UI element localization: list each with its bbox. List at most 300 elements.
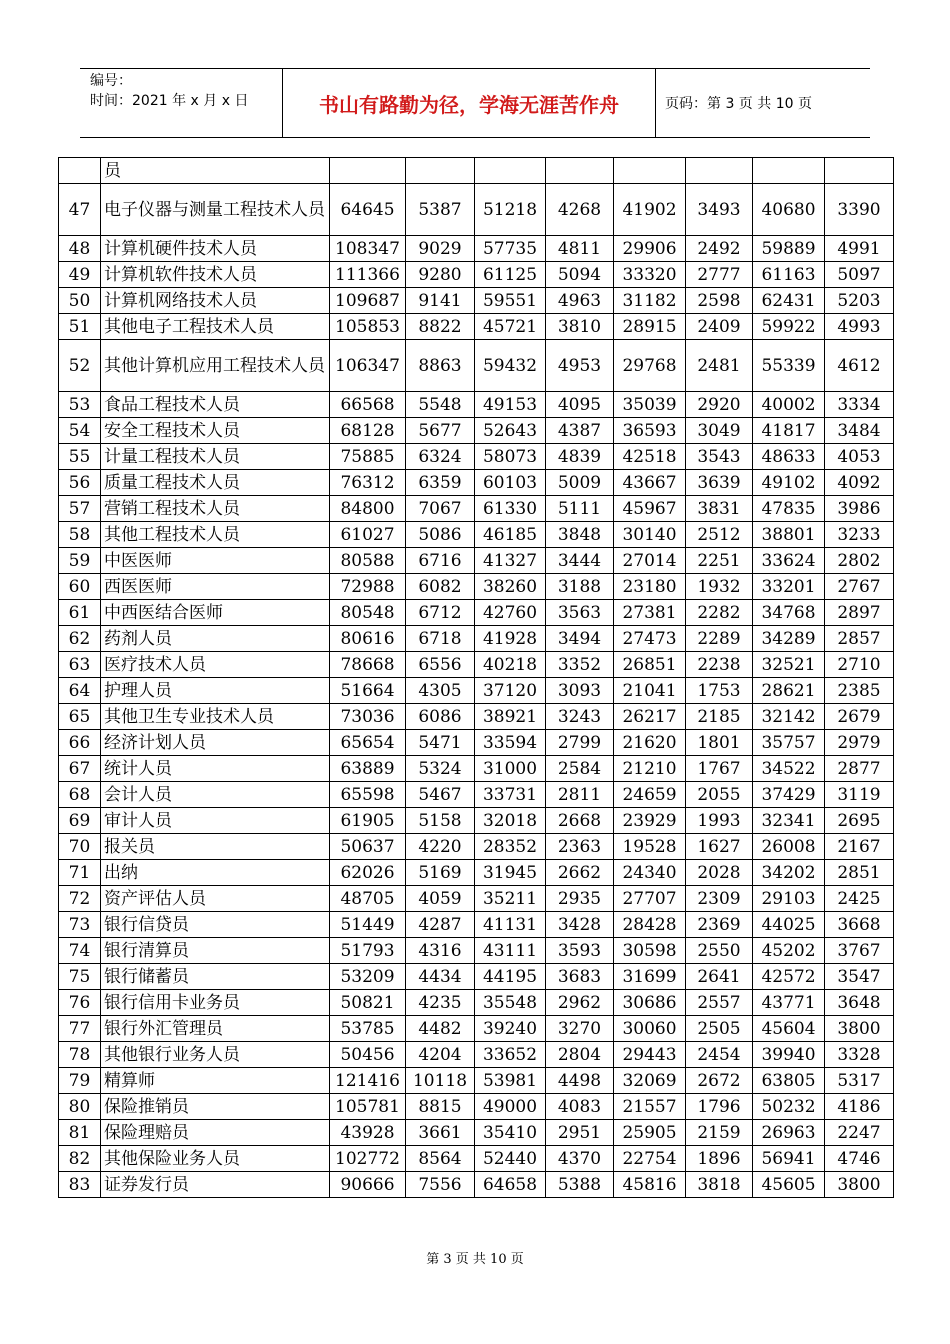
occupation-name: 统计人员 xyxy=(101,756,330,782)
value-cell: 3093 xyxy=(546,678,614,704)
value-cell: 59889 xyxy=(753,236,825,262)
row-number: 59 xyxy=(59,548,101,574)
value-cell: 52643 xyxy=(475,418,546,444)
value-cell: 76312 xyxy=(330,470,406,496)
value-cell: 3683 xyxy=(546,964,614,990)
table-row xyxy=(59,418,894,444)
value-cell: 2935 xyxy=(546,886,614,912)
value-cell: 30140 xyxy=(614,522,686,548)
value-cell: 72988 xyxy=(330,574,406,600)
value-cell: 31699 xyxy=(614,964,686,990)
table-row xyxy=(59,730,894,756)
value-cell xyxy=(330,158,406,184)
value-cell: 2811 xyxy=(546,782,614,808)
value-cell: 61330 xyxy=(475,496,546,522)
row-number: 64 xyxy=(59,678,101,704)
value-cell: 9141 xyxy=(406,288,475,314)
row-number: 70 xyxy=(59,834,101,860)
value-cell: 35548 xyxy=(475,990,546,1016)
value-cell: 3818 xyxy=(686,1172,753,1198)
value-cell: 64645 xyxy=(330,184,406,236)
value-cell: 63805 xyxy=(753,1068,825,1094)
table-row xyxy=(59,652,894,678)
value-cell: 2409 xyxy=(686,314,753,340)
row-number: 57 xyxy=(59,496,101,522)
value-cell: 2962 xyxy=(546,990,614,1016)
occupation-name: 中西医结合医师 xyxy=(101,600,330,626)
occupation-name: 其他计算机应用工程技术人员 xyxy=(101,340,330,392)
value-cell: 39940 xyxy=(753,1042,825,1068)
occupation-name: 保险推销员 xyxy=(101,1094,330,1120)
value-cell: 2505 xyxy=(686,1016,753,1042)
value-cell: 2247 xyxy=(825,1120,894,1146)
value-cell: 3543 xyxy=(686,444,753,470)
value-cell: 44025 xyxy=(753,912,825,938)
value-cell: 1801 xyxy=(686,730,753,756)
value-cell: 30598 xyxy=(614,938,686,964)
value-cell: 2672 xyxy=(686,1068,753,1094)
value-cell: 27707 xyxy=(614,886,686,912)
value-cell: 21041 xyxy=(614,678,686,704)
table-row xyxy=(59,756,894,782)
value-cell: 2309 xyxy=(686,886,753,912)
table-row xyxy=(59,1146,894,1172)
table-row xyxy=(59,860,894,886)
value-cell: 3049 xyxy=(686,418,753,444)
value-cell: 3563 xyxy=(546,600,614,626)
value-cell: 4612 xyxy=(825,340,894,392)
table-row xyxy=(59,392,894,418)
value-cell: 3428 xyxy=(546,912,614,938)
value-cell: 62026 xyxy=(330,860,406,886)
value-cell: 32521 xyxy=(753,652,825,678)
value-cell: 4991 xyxy=(825,236,894,262)
value-cell: 34768 xyxy=(753,600,825,626)
value-cell: 59432 xyxy=(475,340,546,392)
value-cell: 2492 xyxy=(686,236,753,262)
value-cell: 61905 xyxy=(330,808,406,834)
value-cell: 49153 xyxy=(475,392,546,418)
value-cell: 3593 xyxy=(546,938,614,964)
value-cell: 80616 xyxy=(330,626,406,652)
value-cell: 60103 xyxy=(475,470,546,496)
value-cell: 2289 xyxy=(686,626,753,652)
value-cell: 3484 xyxy=(825,418,894,444)
value-cell: 66568 xyxy=(330,392,406,418)
table-row xyxy=(59,314,894,340)
value-cell: 111366 xyxy=(330,262,406,288)
header-motto-cell xyxy=(282,69,656,137)
value-cell: 6086 xyxy=(406,704,475,730)
value-cell: 3233 xyxy=(825,522,894,548)
value-cell: 37429 xyxy=(753,782,825,808)
page-header xyxy=(80,68,870,138)
table-row xyxy=(59,496,894,522)
value-cell: 47835 xyxy=(753,496,825,522)
value-cell: 45202 xyxy=(753,938,825,964)
value-cell: 8863 xyxy=(406,340,475,392)
document-number-label: 编号： xyxy=(90,73,132,89)
table-row xyxy=(59,1042,894,1068)
value-cell: 46185 xyxy=(475,522,546,548)
value-cell: 3668 xyxy=(825,912,894,938)
value-cell: 29443 xyxy=(614,1042,686,1068)
occupation-name: 营销工程技术人员 xyxy=(101,496,330,522)
row-number: 51 xyxy=(59,314,101,340)
value-cell: 6716 xyxy=(406,548,475,574)
value-cell: 2167 xyxy=(825,834,894,860)
value-cell: 37120 xyxy=(475,678,546,704)
row-number: 54 xyxy=(59,418,101,444)
value-cell: 5387 xyxy=(406,184,475,236)
value-cell: 28352 xyxy=(475,834,546,860)
value-cell: 28915 xyxy=(614,314,686,340)
value-cell: 51793 xyxy=(330,938,406,964)
value-cell: 3270 xyxy=(546,1016,614,1042)
value-cell: 5677 xyxy=(406,418,475,444)
value-cell: 64658 xyxy=(475,1172,546,1198)
occupation-name: 质量工程技术人员 xyxy=(101,470,330,496)
value-cell: 2557 xyxy=(686,990,753,1016)
value-cell: 61125 xyxy=(475,262,546,288)
table-row xyxy=(59,964,894,990)
value-cell: 21210 xyxy=(614,756,686,782)
occupation-name: 出纳 xyxy=(101,860,330,886)
value-cell: 2385 xyxy=(825,678,894,704)
header-page-info: 页码：第 3 页 共 10 页 xyxy=(665,96,812,112)
value-cell: 35410 xyxy=(475,1120,546,1146)
occupation-name: 银行信用卡业务员 xyxy=(101,990,330,1016)
value-cell: 2662 xyxy=(546,860,614,886)
value-cell: 8564 xyxy=(406,1146,475,1172)
occupation-name: 中医医师 xyxy=(101,548,330,574)
row-number: 47 xyxy=(59,184,101,236)
value-cell: 2804 xyxy=(546,1042,614,1068)
occupation-name: 报关员 xyxy=(101,834,330,860)
value-cell: 1993 xyxy=(686,808,753,834)
value-cell: 84800 xyxy=(330,496,406,522)
row-number: 66 xyxy=(59,730,101,756)
row-number: 61 xyxy=(59,600,101,626)
value-cell xyxy=(406,158,475,184)
value-cell: 2851 xyxy=(825,860,894,886)
value-cell: 3494 xyxy=(546,626,614,652)
value-cell: 28621 xyxy=(753,678,825,704)
value-cell: 2454 xyxy=(686,1042,753,1068)
value-cell: 65598 xyxy=(330,782,406,808)
value-cell: 3800 xyxy=(825,1016,894,1042)
row-number: 78 xyxy=(59,1042,101,1068)
value-cell: 6712 xyxy=(406,600,475,626)
value-cell: 3444 xyxy=(546,548,614,574)
value-cell: 50232 xyxy=(753,1094,825,1120)
value-cell: 2679 xyxy=(825,704,894,730)
value-cell: 6324 xyxy=(406,444,475,470)
value-cell: 80588 xyxy=(330,548,406,574)
table-row xyxy=(59,938,894,964)
table-row xyxy=(59,1016,894,1042)
occupation-name: 其他保险业务人员 xyxy=(101,1146,330,1172)
value-cell: 43667 xyxy=(614,470,686,496)
value-cell: 2767 xyxy=(825,574,894,600)
value-cell: 35211 xyxy=(475,886,546,912)
table-row xyxy=(59,912,894,938)
value-cell: 4963 xyxy=(546,288,614,314)
row-number: 81 xyxy=(59,1120,101,1146)
row-number: 55 xyxy=(59,444,101,470)
value-cell: 24659 xyxy=(614,782,686,808)
value-cell: 1932 xyxy=(686,574,753,600)
table-row xyxy=(59,522,894,548)
value-cell: 58073 xyxy=(475,444,546,470)
value-cell: 45967 xyxy=(614,496,686,522)
value-cell xyxy=(686,158,753,184)
value-cell: 40002 xyxy=(753,392,825,418)
table-row xyxy=(59,470,894,496)
value-cell: 2857 xyxy=(825,626,894,652)
value-cell: 4839 xyxy=(546,444,614,470)
table-row xyxy=(59,808,894,834)
value-cell: 4268 xyxy=(546,184,614,236)
value-cell: 5086 xyxy=(406,522,475,548)
value-cell: 4370 xyxy=(546,1146,614,1172)
value-cell: 2897 xyxy=(825,600,894,626)
value-cell: 50456 xyxy=(330,1042,406,1068)
value-cell: 50637 xyxy=(330,834,406,860)
row-number: 83 xyxy=(59,1172,101,1198)
value-cell: 53209 xyxy=(330,964,406,990)
table-row xyxy=(59,574,894,600)
row-number: 48 xyxy=(59,236,101,262)
value-cell: 40680 xyxy=(753,184,825,236)
value-cell: 5471 xyxy=(406,730,475,756)
value-cell: 43928 xyxy=(330,1120,406,1146)
value-cell: 3639 xyxy=(686,470,753,496)
table-row xyxy=(59,444,894,470)
value-cell: 55339 xyxy=(753,340,825,392)
value-cell: 5169 xyxy=(406,860,475,886)
value-cell: 4235 xyxy=(406,990,475,1016)
value-cell: 6556 xyxy=(406,652,475,678)
value-cell: 1767 xyxy=(686,756,753,782)
table-row xyxy=(59,990,894,1016)
value-cell: 4305 xyxy=(406,678,475,704)
value-cell: 4059 xyxy=(406,886,475,912)
value-cell: 57735 xyxy=(475,236,546,262)
value-cell: 5467 xyxy=(406,782,475,808)
value-cell: 4204 xyxy=(406,1042,475,1068)
row-number: 77 xyxy=(59,1016,101,1042)
value-cell: 2920 xyxy=(686,392,753,418)
occupation-name: 医疗技术人员 xyxy=(101,652,330,678)
value-cell: 32341 xyxy=(753,808,825,834)
row-number: 71 xyxy=(59,860,101,886)
value-cell: 5388 xyxy=(546,1172,614,1198)
value-cell: 3986 xyxy=(825,496,894,522)
value-cell: 2159 xyxy=(686,1120,753,1146)
value-cell: 105781 xyxy=(330,1094,406,1120)
value-cell: 4287 xyxy=(406,912,475,938)
value-cell: 3831 xyxy=(686,496,753,522)
value-cell: 6718 xyxy=(406,626,475,652)
row-number: 68 xyxy=(59,782,101,808)
value-cell: 33652 xyxy=(475,1042,546,1068)
value-cell: 90666 xyxy=(330,1172,406,1198)
value-cell: 2512 xyxy=(686,522,753,548)
value-cell: 75885 xyxy=(330,444,406,470)
value-cell xyxy=(546,158,614,184)
value-cell: 108347 xyxy=(330,236,406,262)
row-number: 74 xyxy=(59,938,101,964)
document-date: 时间：2021 年 x 月 x 日 xyxy=(90,93,249,109)
value-cell: 42760 xyxy=(475,600,546,626)
value-cell: 1796 xyxy=(686,1094,753,1120)
table-row xyxy=(59,288,894,314)
value-cell: 4095 xyxy=(546,392,614,418)
value-cell: 2363 xyxy=(546,834,614,860)
value-cell: 1627 xyxy=(686,834,753,860)
value-cell: 26217 xyxy=(614,704,686,730)
value-cell: 2185 xyxy=(686,704,753,730)
value-cell: 24340 xyxy=(614,860,686,886)
value-cell: 31945 xyxy=(475,860,546,886)
value-cell: 33320 xyxy=(614,262,686,288)
header-meta xyxy=(80,69,282,137)
value-cell: 4053 xyxy=(825,444,894,470)
occupation-name: 员 xyxy=(101,158,330,184)
value-cell: 4811 xyxy=(546,236,614,262)
value-cell: 4434 xyxy=(406,964,475,990)
value-cell: 3328 xyxy=(825,1042,894,1068)
value-cell: 45816 xyxy=(614,1172,686,1198)
value-cell: 2550 xyxy=(686,938,753,964)
row-number: 79 xyxy=(59,1068,101,1094)
value-cell: 48633 xyxy=(753,444,825,470)
value-cell: 43111 xyxy=(475,938,546,964)
value-cell: 4083 xyxy=(546,1094,614,1120)
occupation-name: 精算师 xyxy=(101,1068,330,1094)
value-cell: 3661 xyxy=(406,1120,475,1146)
row-number: 69 xyxy=(59,808,101,834)
occupation-name: 计算机硬件技术人员 xyxy=(101,236,330,262)
table-row-continuation xyxy=(59,158,894,184)
value-cell xyxy=(475,158,546,184)
value-cell: 21557 xyxy=(614,1094,686,1120)
value-cell: 78668 xyxy=(330,652,406,678)
value-cell: 2710 xyxy=(825,652,894,678)
page-footer xyxy=(0,1248,950,1267)
value-cell: 49000 xyxy=(475,1094,546,1120)
value-cell: 4993 xyxy=(825,314,894,340)
value-cell: 31000 xyxy=(475,756,546,782)
row-number xyxy=(59,158,101,184)
value-cell: 63889 xyxy=(330,756,406,782)
value-cell: 62431 xyxy=(753,288,825,314)
value-cell xyxy=(825,158,894,184)
value-cell: 4498 xyxy=(546,1068,614,1094)
footer-page-number: 第 3 页 共 10 页 xyxy=(426,1252,524,1267)
value-cell: 106347 xyxy=(330,340,406,392)
value-cell: 51218 xyxy=(475,184,546,236)
value-cell: 53785 xyxy=(330,1016,406,1042)
value-cell: 5111 xyxy=(546,496,614,522)
table-row xyxy=(59,1068,894,1094)
table-row xyxy=(59,1094,894,1120)
table-row xyxy=(59,704,894,730)
table-row xyxy=(59,626,894,652)
value-cell: 42518 xyxy=(614,444,686,470)
table-row xyxy=(59,236,894,262)
row-number: 60 xyxy=(59,574,101,600)
value-cell: 121416 xyxy=(330,1068,406,1094)
occupation-name: 药剂人员 xyxy=(101,626,330,652)
row-number: 72 xyxy=(59,886,101,912)
value-cell: 4746 xyxy=(825,1146,894,1172)
value-cell: 1896 xyxy=(686,1146,753,1172)
table-row xyxy=(59,782,894,808)
row-number: 50 xyxy=(59,288,101,314)
value-cell: 2951 xyxy=(546,1120,614,1146)
value-cell: 105853 xyxy=(330,314,406,340)
row-number: 52 xyxy=(59,340,101,392)
value-cell: 39240 xyxy=(475,1016,546,1042)
value-cell: 42572 xyxy=(753,964,825,990)
value-cell: 4482 xyxy=(406,1016,475,1042)
value-cell: 3800 xyxy=(825,1172,894,1198)
value-cell: 4387 xyxy=(546,418,614,444)
occupation-name: 安全工程技术人员 xyxy=(101,418,330,444)
occupation-name: 资产评估人员 xyxy=(101,886,330,912)
value-cell: 2425 xyxy=(825,886,894,912)
value-cell: 21620 xyxy=(614,730,686,756)
value-cell: 9029 xyxy=(406,236,475,262)
value-cell: 48705 xyxy=(330,886,406,912)
value-cell: 2799 xyxy=(546,730,614,756)
value-cell: 35039 xyxy=(614,392,686,418)
value-cell: 59922 xyxy=(753,314,825,340)
value-cell: 33201 xyxy=(753,574,825,600)
value-cell: 31182 xyxy=(614,288,686,314)
value-cell: 26851 xyxy=(614,652,686,678)
value-cell: 29906 xyxy=(614,236,686,262)
occupation-name: 西医医师 xyxy=(101,574,330,600)
value-cell: 2028 xyxy=(686,860,753,886)
value-cell: 61163 xyxy=(753,262,825,288)
value-cell: 49102 xyxy=(753,470,825,496)
value-cell: 3243 xyxy=(546,704,614,730)
value-cell: 4186 xyxy=(825,1094,894,1120)
value-cell: 3848 xyxy=(546,522,614,548)
value-cell: 43771 xyxy=(753,990,825,1016)
value-cell: 53981 xyxy=(475,1068,546,1094)
value-cell: 4220 xyxy=(406,834,475,860)
value-cell: 50821 xyxy=(330,990,406,1016)
value-cell: 32018 xyxy=(475,808,546,834)
value-cell: 44195 xyxy=(475,964,546,990)
value-cell: 27473 xyxy=(614,626,686,652)
value-cell: 41131 xyxy=(475,912,546,938)
table-row xyxy=(59,600,894,626)
table-row xyxy=(59,834,894,860)
value-cell: 68128 xyxy=(330,418,406,444)
value-cell: 3334 xyxy=(825,392,894,418)
value-cell: 34522 xyxy=(753,756,825,782)
row-number: 58 xyxy=(59,522,101,548)
value-cell: 65654 xyxy=(330,730,406,756)
row-number: 56 xyxy=(59,470,101,496)
row-number: 62 xyxy=(59,626,101,652)
value-cell: 2251 xyxy=(686,548,753,574)
